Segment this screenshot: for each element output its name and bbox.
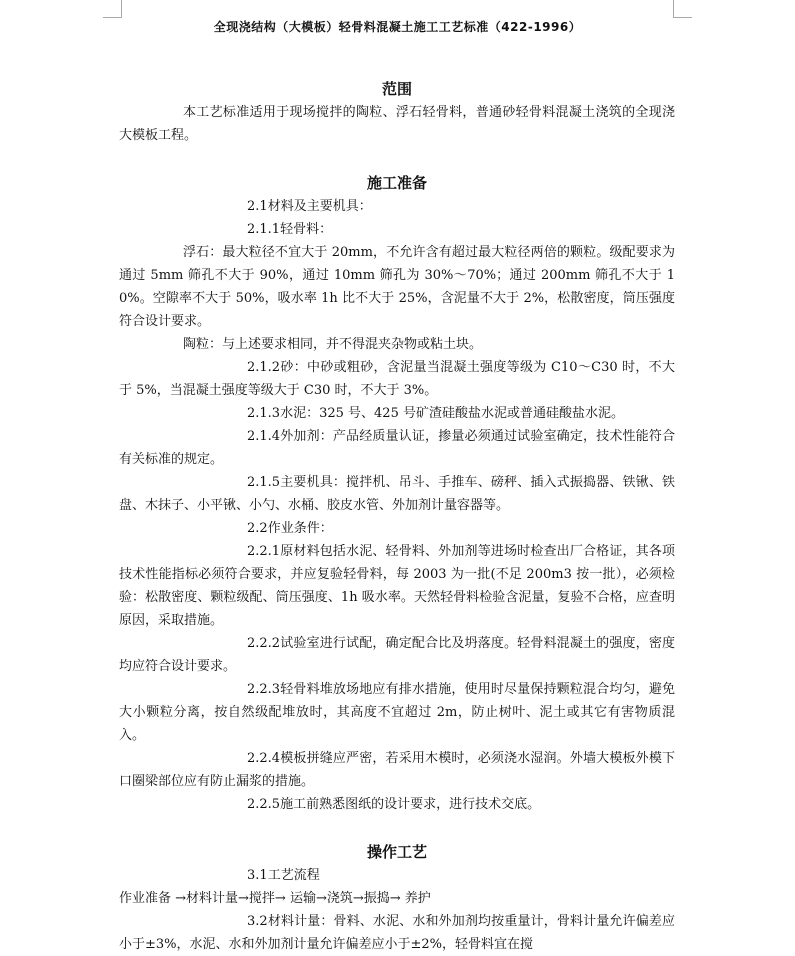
clause-number: 2.2 bbox=[247, 521, 268, 536]
clause-number: 2.2.3 bbox=[247, 682, 281, 697]
process-flow-line: 作业准备 →材料计量→搅拌→ 运输→浇筑→振捣→ 养护 bbox=[119, 891, 431, 906]
clause-number: 2.2.5 bbox=[247, 797, 281, 812]
clause-number: 3.2 bbox=[247, 914, 268, 929]
clause-number: 2.2.2 bbox=[247, 636, 281, 651]
clause-text: 工艺流程 bbox=[267, 868, 320, 883]
clause-2-2-4 bbox=[119, 747, 675, 793]
clause-2-1 bbox=[119, 195, 675, 218]
clause-text: 作业条件： bbox=[267, 521, 333, 536]
clause-2-2-2 bbox=[119, 632, 675, 678]
clause-text: 施工前熟悉图纸的设计要求，进行技术交底。 bbox=[280, 797, 541, 812]
clause-number: 2.1.2 bbox=[247, 360, 281, 375]
clause-2-1-4 bbox=[119, 425, 675, 471]
clause-3-1 bbox=[119, 864, 675, 887]
clause-number: 2.1.5 bbox=[247, 475, 281, 490]
clause-text: 主要机具：搅拌机、吊斗、手推车、磅秤、插入式振捣器、铁锹、铁盘、木抹子、小平锹、小勺、水桶、胶皮水管、外加剂计量容器等。 bbox=[119, 475, 675, 513]
clause-2-1-2 bbox=[119, 356, 675, 402]
clause-number: 2.2.4 bbox=[247, 751, 281, 766]
clause-2-2-3 bbox=[119, 678, 675, 747]
clause-2-1-1 bbox=[119, 218, 675, 241]
clause-2-1-3 bbox=[119, 402, 675, 425]
clause-2-2-1 bbox=[119, 540, 675, 632]
clause-number: 2.1.3 bbox=[247, 406, 281, 421]
section-heading-scope: 范围 bbox=[381, 80, 412, 98]
clause-text: 轻骨料： bbox=[280, 222, 333, 237]
clause-text: 材料及主要机具： bbox=[267, 199, 372, 214]
clause-number: 3.1 bbox=[247, 868, 268, 883]
clause-text: 砂：中砂或粗砂，含泥量当混凝土强度等级为 C10～C30 时，不大于 5%，当混凝土强度等级大于 C30 时，不大于 3%。 bbox=[119, 360, 675, 398]
section-heading-process: 操作工艺 bbox=[366, 843, 427, 861]
crop-mark-top-right-vertical bbox=[673, 0, 674, 18]
clause-number: 2.2.1 bbox=[247, 544, 281, 559]
clause-text: 模板拼缝应严密，若采用木模时，必须浇水湿润。外墙大模板外模下口圈梁部位应有防止漏浆的措施。 bbox=[119, 751, 675, 789]
clause-3-2 bbox=[119, 910, 675, 956]
clause-number: 2.1.4 bbox=[247, 429, 281, 444]
clause-text: 试验室进行试配，确定配合比及坍落度。轻骨料混凝土的强度，密度均应符合设计要求。 bbox=[119, 636, 675, 674]
ceramsite-paragraph: 陶粒：与上述要求相同，并不得混夹杂物或粘土块。 bbox=[183, 337, 483, 352]
crop-mark-top-left-vertical bbox=[121, 0, 122, 18]
section-heading-preparation: 施工准备 bbox=[366, 174, 427, 192]
clause-text: 材料计量：骨料、水泥、水和外加剂均按重量计，骨料计量允许偏差应小于±3%，水泥、水和外加剂计量允许偏差应小于±2%，轻骨料宜在搅 bbox=[119, 914, 675, 952]
clause-text: 水泥：325 号、425 号矿渣硅酸盐水泥或普通硅酸盐水泥。 bbox=[280, 406, 624, 421]
clause-text: 原材料包括水泥、轻骨料、外加剂等进场时检查出厂合格证，其各项技术性能指标必须符合要求，并应复验轻骨料，每 2003 为一批(不足 200m3 按一批），必须检验：松散密度、颗粒级配、筒压强度、1h 吸水率。天然轻骨料检验含泥量，复验不合格，应查明原因，采取措施。 bbox=[119, 544, 675, 628]
clause-2-2-5 bbox=[119, 793, 675, 816]
clause-2-2 bbox=[119, 517, 675, 540]
pumice-paragraph: 浮石：最大粒径不宜大于 20mm，不允许含有超过最大粒径两倍的颗粒。级配要求为通过 5mm 筛孔不大于 90%，通过 10mm 筛孔为 30%～70%；通过 200mm 筛孔不大于 10%。空隙率不大于 50%，吸水率 1h 比不大于 25%，含泥量不大于 2%，松散密度，筒压强度符合设计要求。 bbox=[119, 245, 675, 329]
page-header-title: 全现浇结构（大模板）轻骨料混凝土施工工艺标准（422-1996） bbox=[213, 20, 582, 34]
clause-number: 2.1.1 bbox=[247, 222, 281, 237]
scope-paragraph: 本工艺标准适用于现场搅拌的陶粒、浮石轻骨料，普通砂轻骨料混凝土浇筑的全现浇大模板工程。 bbox=[119, 105, 675, 143]
clause-number: 2.1 bbox=[247, 199, 268, 214]
clause-text: 外加剂：产品经质量认证，掺量必须通过试验室确定，技术性能符合有关标准的规定。 bbox=[119, 429, 675, 467]
clause-text: 轻骨料堆放场地应有排水措施，使用时尽量保持颗粒混合均匀，避免大小颗粒分离，按自然级配堆放时，其高度不宜超过 2m，防止树叶、泥土或其它有害物质混入。 bbox=[119, 682, 675, 743]
clause-2-1-5 bbox=[119, 471, 675, 517]
document-body bbox=[119, 78, 675, 956]
